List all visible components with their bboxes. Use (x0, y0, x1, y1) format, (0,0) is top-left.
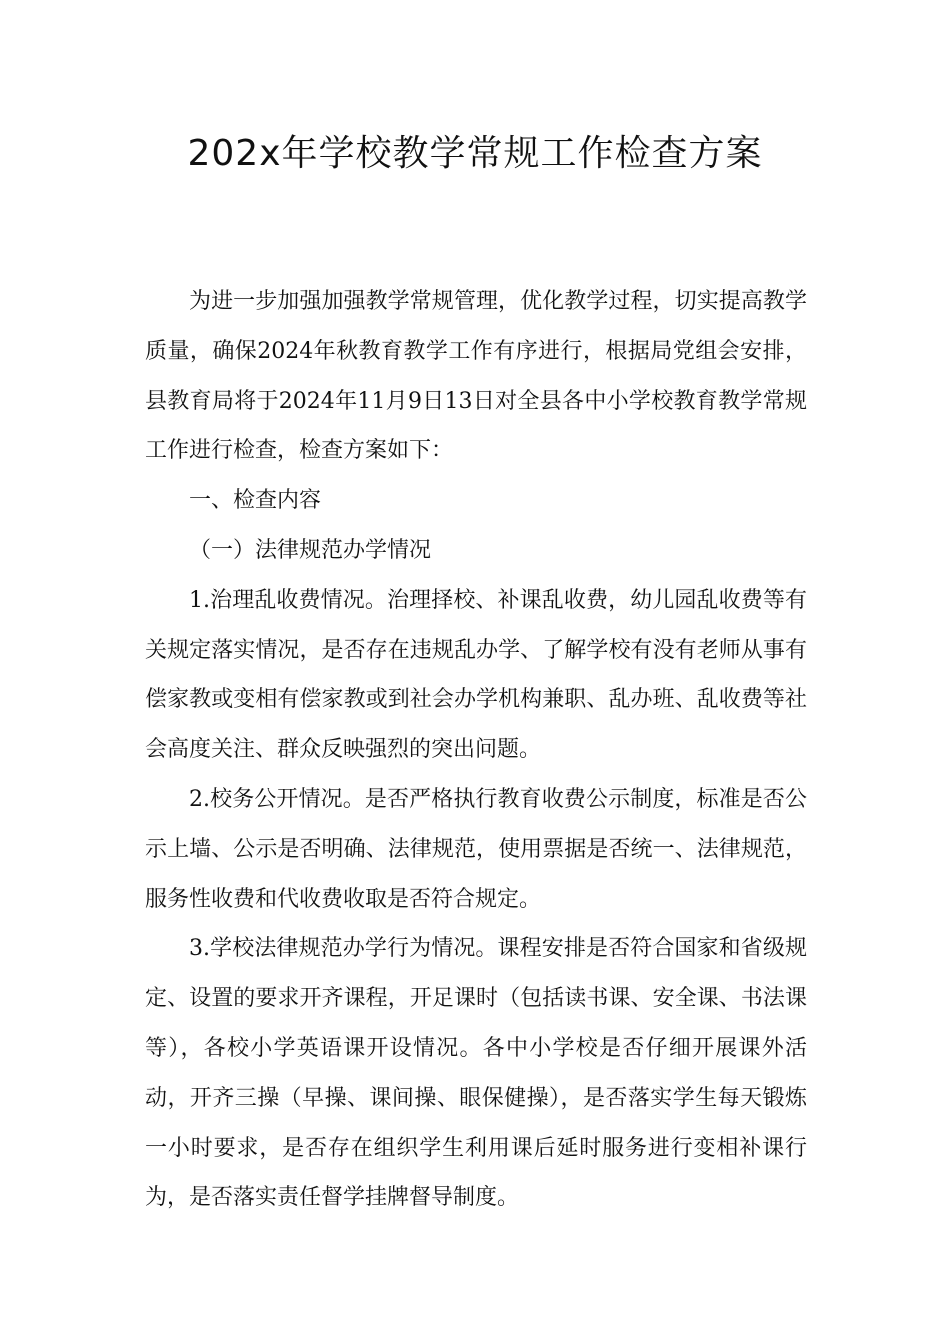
section-heading-inspection-content: 一、检查内容 (189, 488, 322, 514)
paragraph-intro: 为进一步加强加强教学常规管理，优化教学过程，切实提高教学质量，确保2024年秋教育教学工作有序进行，根据局党组会安排，县教育局将于2024年11月9日13日对全县各中小学校教育教学常规工作进行检查，检查方案如下： (145, 289, 807, 464)
paragraph-item-1: 1.治理乱收费情况。治理择校、补课乱收费，幼儿园乱收费等有关规定落实情况，是否存在违规乱办学、了解学校有没有老师从事有偿家教或变相有偿家教或到社会办学机构兼职、乱办班、乱收费等社会高度关注、群众反映强烈的突出问题。 (145, 587, 807, 763)
subsection-heading-legal-standard-schooling: （一）法律规范办学情况 (189, 537, 432, 563)
paragraph-item-2: 2.校务公开情况。是否严格执行教育收费公示制度，标准是否公示上墙、公示是否明确、法律规范，使用票据是否统一、法律规范，服务性收费和代收费收取是否符合规定。 (145, 786, 807, 912)
document-body (145, 277, 807, 1223)
document-title: 202x年学校教学常规工作检查方案 (187, 133, 763, 174)
paragraph-item-3: 3.学校法律规范办学行为情况。课程安排是否符合国家和省级规定、设置的要求开齐课程，开足课时（包括读书课、安全课、书法课等），各校小学英语课开设情况。各中小学校是否仔细开展课外活动，开齐三操（早操、课间操、眼保健操），是否落实学生每天锻炼一小时要求，是否存在组织学生利用课后延时服务进行变相补课行为，是否落实责任督学挂牌督导制度。 (145, 936, 807, 1211)
